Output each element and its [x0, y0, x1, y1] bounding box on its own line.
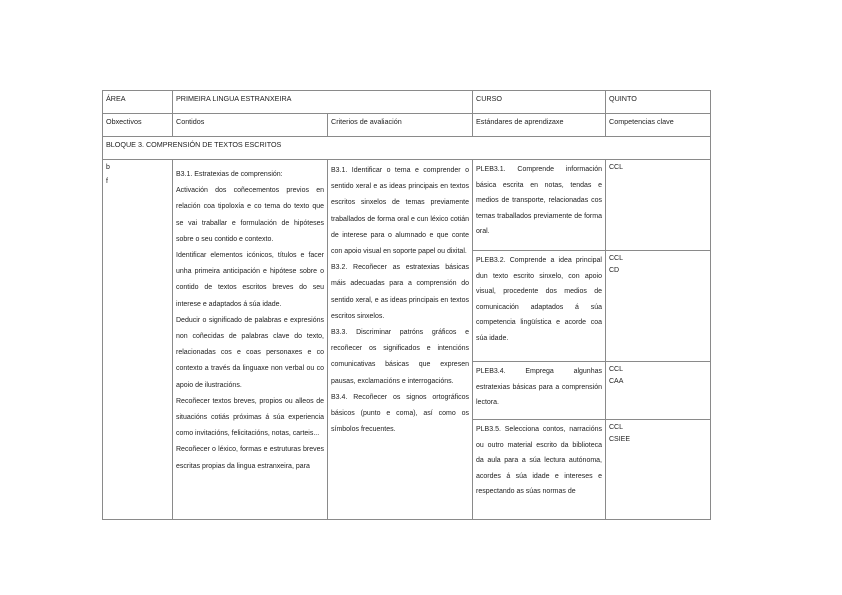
competencia-item: CCL — [609, 366, 624, 373]
competencia-group — [606, 362, 710, 420]
contido-item: Recoñecer textos breves, propios ou alleos de situacións cotiás próximas á súa experiencia como invitacións, felicitacións, notas, carteis... — [176, 397, 324, 438]
criterio-item: B3.4. Recoñecer os signos ortográficos básicos (punto e coma), así como os símbolos frecuentes. — [331, 393, 469, 434]
competencia-item: CCL — [609, 424, 624, 431]
header-row — [103, 91, 711, 114]
contido-item: Deducir o significado de palabras e expresións non coñecidas de palabras clave do texto, relacionadas cos e coas personaxes e co contexto a través da linguaxe non verbal ou co apoio de ilustracións. — [176, 316, 324, 389]
obxectivo-item: b — [106, 164, 110, 171]
criterio-item: B3.2. Recoñecer as estratexias básicas máis adecuadas para a comprensión do sentido xeral, e as ideas principais en textos escritos sinxelos. — [331, 264, 469, 320]
competencia-item: CCL — [609, 255, 624, 262]
criterio-item: B3.1. Identificar o tema e comprender o sentido xeral e as ideas principais en textos escritos sinxelos de temas previamente traballados de forma oral e cun léxico cotián de interese para o alumnado e que conte con apoio visual en soporte papel ou dixital. — [331, 167, 469, 256]
competencia-item: CAA — [609, 378, 624, 385]
estandar-item: PLB3.5. Selecciona contos, narracións ou outro material escrito da biblioteca da aula para a súa lectura autónoma, acordes á súa idade e intereses e respectando as súas normas de — [476, 426, 602, 495]
contido-item: Activación dos coñecementos previos en relación coa tipoloxía e co tema do texto que se vai traballar e formulación de hipóteses sobre o seu contido e contexto. — [176, 187, 324, 243]
obxectivos-cell — [103, 160, 173, 520]
contido-item: B3.1. Estratexias de comprensión: — [176, 171, 283, 178]
competencia-item: CD — [609, 267, 620, 274]
criterios-cell — [328, 160, 473, 520]
area-value: PRIMEIRA LINGUA ESTRANXEIRA — [173, 91, 473, 114]
competencia-item: CCL — [609, 164, 624, 171]
estandares-cell — [473, 160, 606, 520]
competencia-group — [606, 251, 710, 362]
col-contidos: Contidos — [173, 114, 328, 137]
col-estandares: Estándares de aprendizaxe — [473, 114, 606, 137]
criterio-item: B3.3. Discriminar patróns gráficos e recoñecer os significados e intencións comunicativas básicas que expresen pausas, exclamacións e interrogacións. — [331, 329, 469, 385]
curriculum-table — [102, 90, 711, 520]
curso-label: CURSO — [473, 91, 606, 114]
estandar-item: PLEB3.1. Comprende información básica escrita en notas, tendas e medios de transporte, relacionadas cos temas traballados previamente de forma oral. — [473, 160, 605, 251]
competencia-group — [606, 160, 710, 251]
curso-value: QUINTO — [606, 91, 711, 114]
col-competencias: Competencias clave — [606, 114, 711, 137]
obxectivo-item: f — [106, 178, 108, 185]
contido-item: Recoñecer o léxico, formas e estruturas breves escritas propias da lingua estranxeira, para — [176, 446, 324, 470]
bloque-title: BLOQUE 3. COMPRENSIÓN DE TEXTOS ESCRITOS — [103, 137, 711, 160]
estandar-item: PLEB3.2. Comprende a idea principal dun texto escrito sinxelo, con apoio visual, procedente dos medios de comunicación adaptados á súa competencia lingüística e acorde coa súa idade. — [473, 251, 605, 362]
contidos-cell — [173, 160, 328, 520]
column-header-row — [103, 114, 711, 137]
competencia-group — [606, 420, 710, 512]
area-label: ÁREA — [103, 91, 173, 114]
estandar-item: PLEB3.4. Emprega algunhas estratexias básicas para a comprensión lectora. — [473, 362, 605, 420]
bloque-row — [103, 137, 711, 160]
content-row — [103, 160, 711, 520]
col-obxectivos: Obxectivos — [103, 114, 173, 137]
competencia-item: CSIEE — [609, 436, 631, 443]
col-criterios: Criterios de avaliación — [328, 114, 473, 137]
competencias-cell — [606, 160, 711, 520]
contido-item: Identificar elementos icónicos, títulos e facer unha primeira anticipación e hipótese sobre o contido de textos escritos breves do seu interese e adaptados á súa idade. — [176, 252, 324, 308]
